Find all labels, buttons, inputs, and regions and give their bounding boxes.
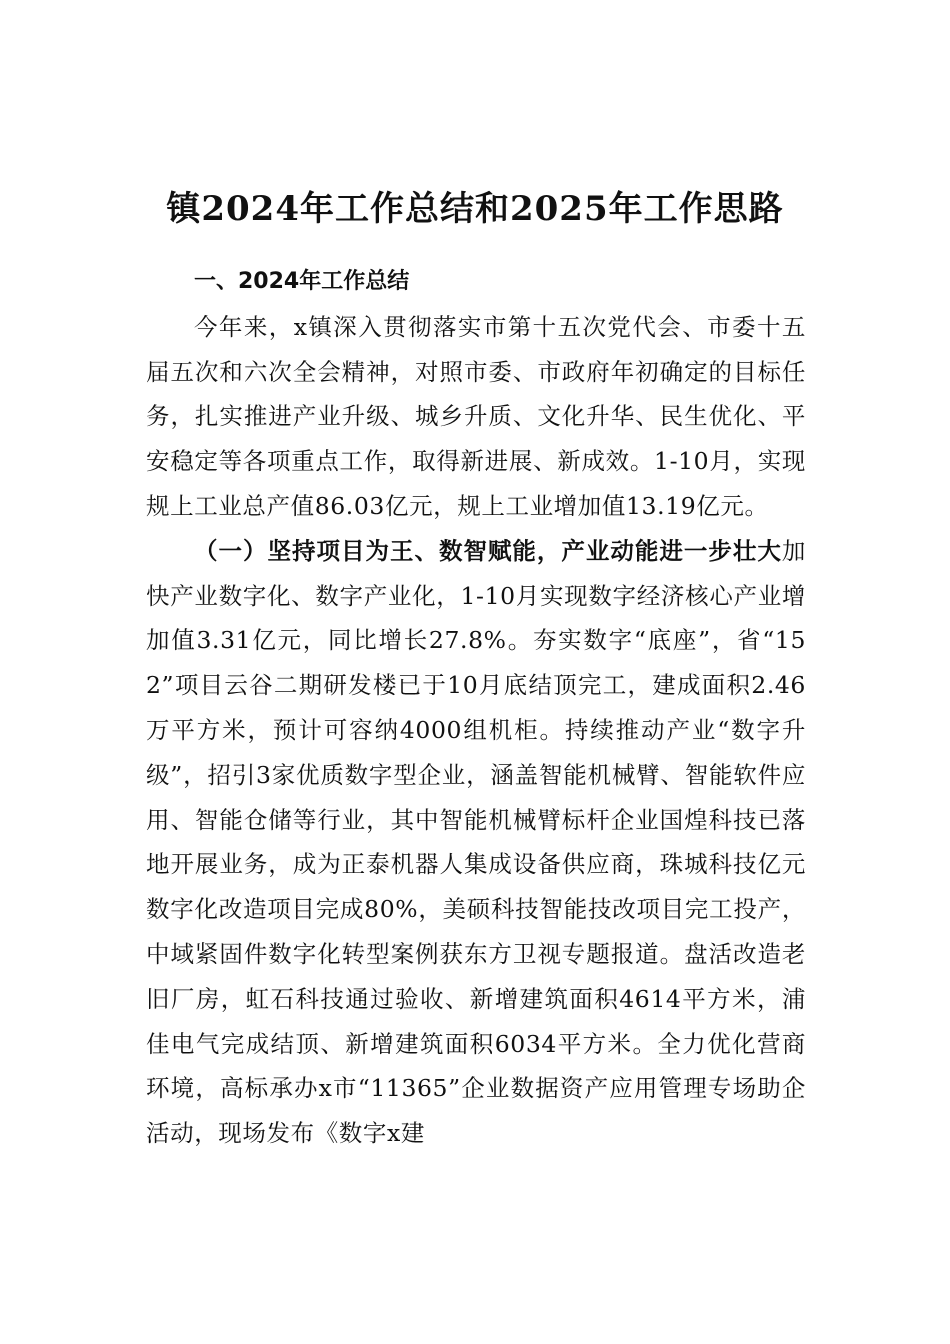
subsection-body: 加快产业数字化、数字产业化，1-10月实现数字经济核心产业增加值3.31亿元，同比增长27.8%。夯实数字“底座”，省“152”项目云谷二期研发楼已于10月底结顶完工，建成面积2.46万平方米，预计可容纳4000组机柜。持续推动产业“数字升级”，招引3家优质数字型企业，涵盖智能机械臂、智能软件应用、智能仓储等行业，其中智能机械臂标杆企业国煌科技已落地开展业务，成为正泰机器人集成设备供应商，珠城科技亿元数字化改造项目完成80%，美硕科技智能技改项目完工投产，中域紧固件数字化转型案例获东方卫视专题报道。盘活改造老旧厂房，虹石科技通过验收、新增建筑面积4614平方米，浦佳电气完成结顶、新增建筑面积6034平方米。全力优化营商环境，高标承办x市“11365”企业数据资产应用管理专场助企活动，现场发布《数字x建 [146,536,806,1148]
document-body [146,260,806,1156]
document-title: 镇2024年工作总结和2025年工作思路 [166,188,784,229]
section-heading: 一、2024年工作总结 [194,269,410,294]
section-intro-paragraph: 今年来，x镇深入贯彻落实市第十五次党代会、市委十五届五次和六次全会精神，对照市委、市政府年初确定的目标任务，扎实推进产业升级、城乡升质、文化升华、民生优化、平安稳定等各项重点工作，取得新进展、新成效。1-10月，实现规上工业总产值86.03亿元，规上工业增加值13.19亿元。 [146,312,806,520]
subsection-heading: （一）坚持项目为王、数智赋能，产业动能进一步壮大 [194,536,782,565]
subsection-paragraph [146,529,806,1156]
